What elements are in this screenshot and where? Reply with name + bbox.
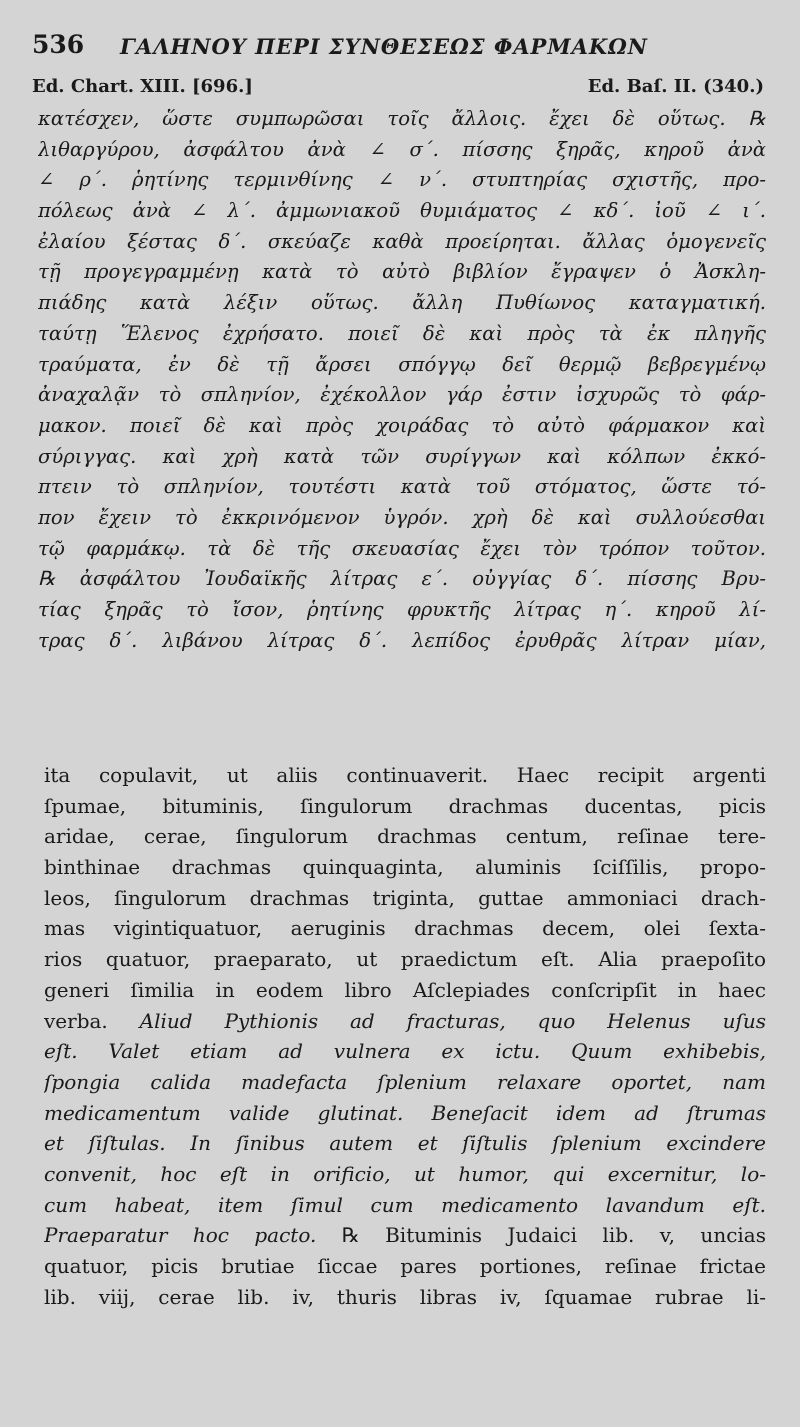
latin-line: lib. viij, cerae lib. iv, thuris libras iv, ſquamae rubrae li- xyxy=(44,1284,766,1309)
page-header xyxy=(32,30,772,64)
latin-line-mixed xyxy=(44,1220,766,1251)
greek-line: μακον. ποιεῖ δὲ καὶ πρὸς χοιράδας τὸ αὐτὸ φάρμακον καὶ xyxy=(38,413,766,437)
edition-basel-reference: Ed. Baſ. II. (340.) xyxy=(587,76,764,97)
greek-line: τῇ προγεγραμμένῃ κατὰ τὸ αὐτὸ βιβλίον ἔγραψεν ὁ Ἀσκλη- xyxy=(38,260,766,284)
page-number: 536 xyxy=(32,30,85,59)
latin-text-roman: verba. xyxy=(44,1008,108,1033)
edition-chart-reference: Ed. Chart. XIII. [696.] xyxy=(32,76,253,97)
latin-line: mas vigintiquatuor, aeruginis drachmas decem, olei ſexta- xyxy=(44,916,766,941)
greek-line: πόλεως ἀνὰ ∠ λ΄. ἀμμωνιακοῦ θυμιάματος ∠ κδ΄. ἰοῦ ∠ ι΄. xyxy=(38,199,766,223)
latin-line: generi ſimilia in eodem libro Aſclepiades conſcripſit in haec xyxy=(44,977,766,1002)
greek-line: τίας ξηρᾶς τὸ ἴσον, ῥητίνης φρυκτῆς λίτρας η΄. κηροῦ λί- xyxy=(38,598,766,621)
greek-text-block xyxy=(38,104,766,656)
latin-line: eſt. Valet etiam ad vulnera ex ictu. Quum exhibebis, xyxy=(44,1039,766,1064)
greek-line: πιάδης κατὰ λέξιν οὕτως. ἄλλη Πυθίωνος καταγματική. xyxy=(38,291,766,315)
greek-line: πον ἔχειν τὸ ἐκκρινόμενον ὑγρόν. χρὴ δὲ καὶ συλλούεσθαι xyxy=(38,505,766,529)
latin-line: ſpongia calida madefacta ſplenium relaxare oportet, nam xyxy=(44,1069,766,1094)
greek-line: τῷ φαρμάκῳ. τὰ δὲ τῆς σκευασίας ἔχει τὸν τρόπον τοῦτον. xyxy=(38,536,766,560)
greek-line: σύριγγας. καὶ χρὴ κατὰ τῶν συρίγγων καὶ κόλπων ἐκκό- xyxy=(38,444,766,468)
latin-text-roman: ℞ Bituminis Judaici lib. v, uncias xyxy=(341,1223,766,1248)
greek-line: ἐλαίου ξέστας δ΄. σκεύαζε καθὰ προείρηται. ἄλλας ὁμογενεῖς xyxy=(38,229,766,253)
greek-line: τρας δ΄. λιβάνου λίτρας δ΄. λεπίδος ἐρυθρᾶς λίτραν μίαν, xyxy=(38,628,766,652)
latin-line: et ſiſtulas. In ſinibus autem et ſiſtulis ſplenium excindere xyxy=(44,1131,766,1156)
edition-references xyxy=(32,76,764,104)
greek-line: ἀναχαλᾷν τὸ σπληνίον, ἐχέκολλον γάρ ἐστιν ἰσχυρῶς τὸ φάρ- xyxy=(38,383,766,407)
greek-line: λιθαργύρου, ἀσφάλτου ἀνὰ ∠ σ΄. πίσσης ξηρᾶς, κηροῦ ἀνὰ xyxy=(38,137,766,161)
latin-line: ita copulavit, ut aliis continuaverit. Haec recipit argenti xyxy=(44,763,766,787)
latin-line: leos, ſingulorum drachmas triginta, guttae ammoniaci drach- xyxy=(44,885,766,910)
latin-line: ſpumae, bituminis, ſingulorum drachmas ducentas, picis xyxy=(44,793,766,818)
latin-line: convenit, hoc eſt in orificio, ut humor, qui excernitur, lo- xyxy=(44,1161,766,1186)
greek-line: κατέσχεν, ὥστε συμπωρῶσαι τοῖς ἄλλοις. ἔχει δὲ οὕτως. ℞ xyxy=(38,107,766,130)
latin-line: quatuor, picis brutiae ſiccae pares portiones, reſinae frictae xyxy=(44,1254,766,1278)
greek-line: τραύματα, ἐν δὲ τῇ ἄρσει σπόγγῳ δεῖ θερμῷ βεβρεγμένῳ xyxy=(38,352,766,376)
latin-line: binthinae drachmas quinquaginta, aluminis ſciſſilis, propo- xyxy=(44,855,766,880)
latin-line: medicamentum valide glutinat. Beneſacit idem ad ſtrumas xyxy=(44,1100,766,1125)
latin-line: cum habeat, item ſimul cum medicamento lavandum eſt. xyxy=(44,1192,766,1217)
greek-line: ∠ ρ΄. ῥητίνης τερμινθίνης ∠ ν΄. στυπτηρίας σχιστῆς, προ- xyxy=(38,168,766,192)
latin-text-italic: Praeparatur hoc pacto. xyxy=(44,1223,317,1248)
latin-line-mixed xyxy=(44,1006,766,1037)
greek-line: ταύτῃ Ἕλενος ἐχρήσατο. ποιεῖ δὲ καὶ πρὸς τὰ ἐκ πληγῆς xyxy=(38,321,766,345)
running-title: ΓΑΛΗΝΟΥ ΠΕΡΙ ΣΥΝΘΕΣΕΩΣ ΦΑΡΜΑΚΩΝ xyxy=(120,34,648,59)
greek-line: πτειν τὸ σπληνίον, τουτέστι κατὰ τοῦ στόματος, ὥστε τό- xyxy=(38,475,766,499)
latin-line: rios quatuor, praeparato, ut praedictum eſt. Alia praepoſito xyxy=(44,947,766,972)
latin-line: aridae, cerae, ſingulorum drachmas centum, reſinae tere- xyxy=(44,824,766,849)
greek-line: ℞ ἀσφάλτου Ἰουδαϊκῆς λίτρας ε΄. οὐγγίας δ΄. πίσσης Βρυ- xyxy=(38,567,766,591)
latin-text-italic: Aliud Pythionis ad fracturas, quo Helenus uſus xyxy=(139,1008,766,1033)
latin-text-block xyxy=(44,760,766,1312)
